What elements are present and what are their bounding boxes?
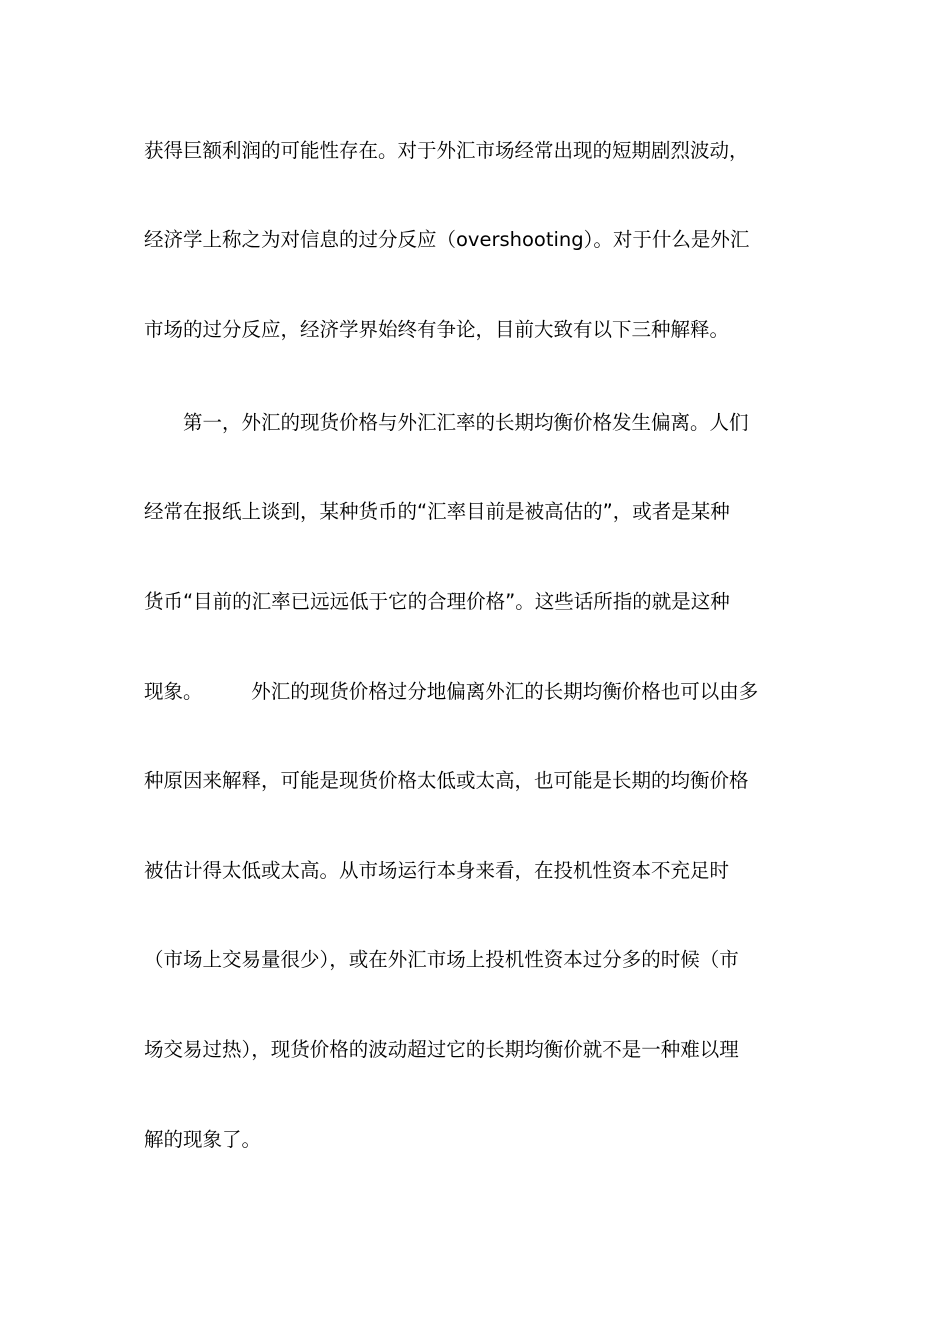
text-line-1: 获得巨额利润的可能性存在。对于外汇市场经常出现的短期剧烈波动， [144, 139, 749, 162]
text-line-12: 解的现象了。 [144, 1128, 262, 1151]
text-line-10: （市场上交易量很少），或在外汇市场上投机性资本过分多的时候（市 [144, 948, 739, 971]
text-line-9: 被估计得太低或太高。从市场运行本身来看，在投机性资本不充足时 [144, 859, 730, 882]
text-line-11: 场交易过热），现货价格的波动超过它的长期均衡价就不是一种难以理 [144, 1038, 739, 1061]
text-line-8: 种原因来解释，可能是现货价格太低或太高，也可能是长期的均衡价格 [144, 769, 749, 792]
text-line-6: 货币“目前的汇率已远远低于它的合理价格”。这些话所指的就是这种 [144, 590, 730, 613]
text-line-5: 经常在报纸上谈到，某种货币的“汇率目前是被高估的”，或者是某种 [144, 500, 730, 523]
text-line-4: 第一，外汇的现货价格与外汇汇率的长期均衡价格发生偏离。人们 [144, 411, 749, 434]
text-line-2: 经济学上称之为对信息的过分反应（overshooting）。对于什么是外汇 [144, 228, 750, 251]
text-line-3: 市场的过分反应，经济学界始终有争论，目前大致有以下三种解释。 [144, 318, 730, 341]
text-line-7: 现象。 外汇的现货价格过分地偏离外汇的长期均衡价格也可以由多 [144, 680, 759, 703]
